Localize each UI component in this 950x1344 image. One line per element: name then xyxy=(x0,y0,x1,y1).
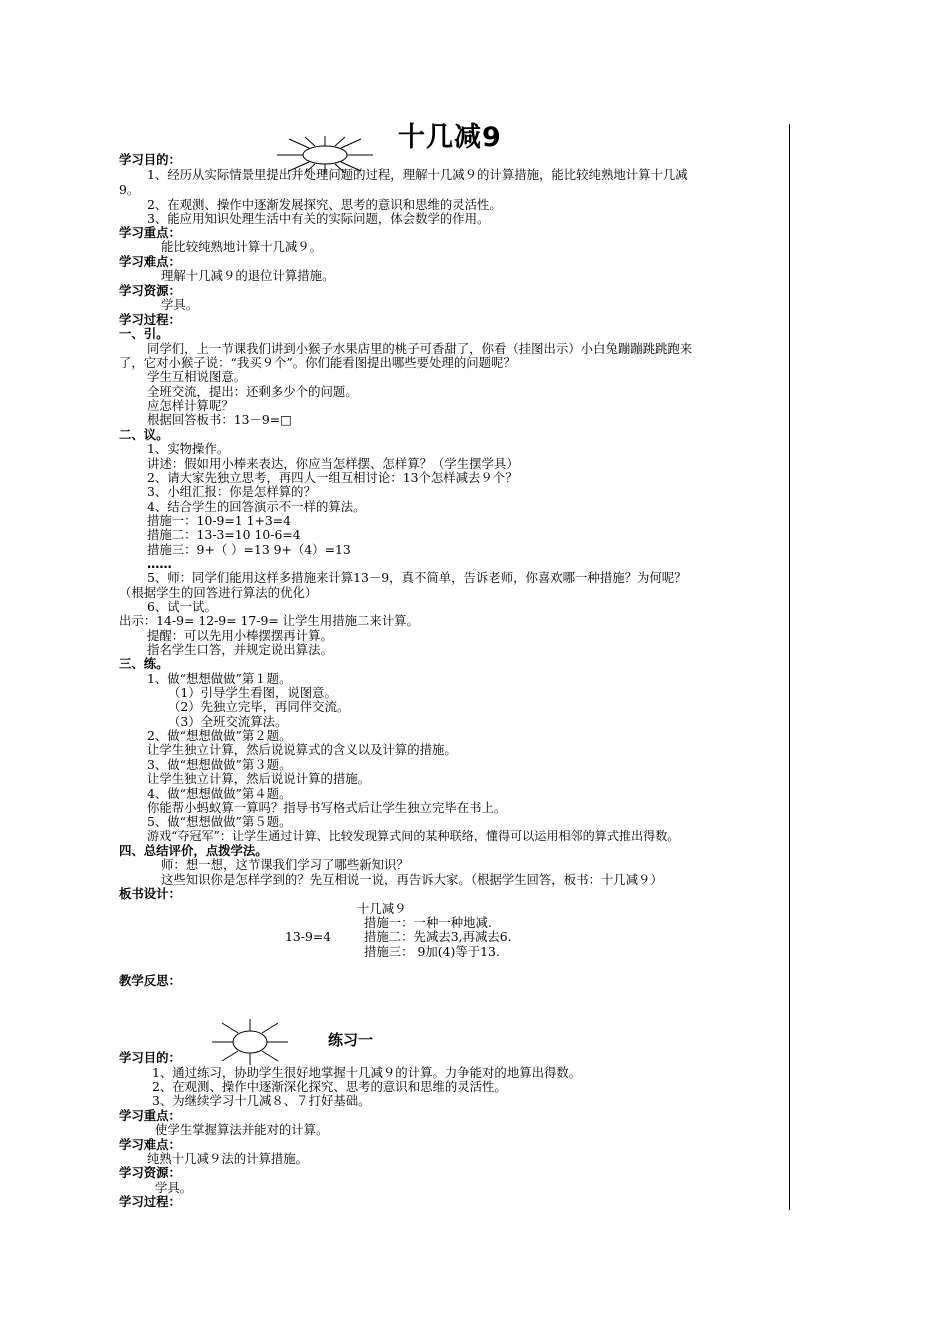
paragraph: 1、做“想想做做”第１题。 xyxy=(147,671,292,686)
goal-item: 9。 xyxy=(119,182,140,197)
method-line: 措施三：9+（ ）=13 9+（4）=13 xyxy=(147,542,351,557)
sun-icon xyxy=(210,1017,290,1067)
board-heading: 板书设计： xyxy=(119,886,181,901)
difficulty-heading: 学习难点： xyxy=(119,254,181,269)
paragraph: 师：想一想，这节课我们学习了哪些新知识？ xyxy=(161,857,409,872)
reflection-heading: 教学反思： xyxy=(119,973,181,988)
section-heading: 四、总结评价，点拨学法。 xyxy=(119,843,268,858)
paragraph: 讲述：假如用小棒来表达，你应当怎样摆、怎样算？（学生摆学具） xyxy=(147,456,519,471)
paragraph: 2、请大家先独立思考，再四人一组互相讨论：13个怎样减去９个？ xyxy=(147,470,518,485)
paragraph: 4、做“想想做做”第４题。 xyxy=(147,786,292,801)
paragraph: （2）先独立完毕，再同伴交流。 xyxy=(168,699,350,714)
paragraph: 5、做“想想做做”第５题。 xyxy=(147,814,292,829)
paragraph: 1、实物操作。 xyxy=(147,441,230,456)
goal-heading: 学习目的： xyxy=(119,1050,181,1065)
section-heading: 二、议。 xyxy=(119,427,169,442)
paragraph: 2、做“想想做做”第２题。 xyxy=(147,728,292,743)
paragraph: 应怎样计算呢？ xyxy=(147,398,234,413)
right-margin-line xyxy=(789,124,790,1210)
board-method: 措施二：先减去3,再减去6. xyxy=(364,929,512,944)
resource-heading: 学习资源： xyxy=(119,1165,181,1180)
goal-item: 1、经历从实际情景里提出并处理问题的过程，理解十几减９的计算措施，能比较纯熟地计算十几减 xyxy=(147,167,688,182)
section-heading: 三、练。 xyxy=(119,656,169,671)
paragraph: 全班交流，提出：还剩多少个的问题。 xyxy=(147,384,358,399)
paragraph: 出示：14-9= 12-9= 17-9= 让学生用措施二来计算。 xyxy=(119,613,419,628)
section-heading: 一、引。 xyxy=(119,326,169,341)
resource-heading: 学习资源： xyxy=(119,283,181,298)
key-text: 能比较纯熟地计算十几减９。 xyxy=(161,239,323,254)
process-heading: 学习过程： xyxy=(119,312,181,327)
paragraph: （1）引导学生看图，说图意。 xyxy=(168,685,337,700)
paragraph: 让学生独立计算，然后说说算式的含义以及计算的措施。 xyxy=(147,742,457,757)
paragraph: 这些知识你是怎样学到的？先互相说一说，再告诉大家。（根据学生回答，板书：十几减９） xyxy=(161,872,663,887)
board-method: 措施三： 9加(4)等于13. xyxy=(364,944,500,959)
paragraph: 同学们，上一节课我们讲到小猴子水果店里的桃子可香甜了，你看（挂图出示）小白兔蹦蹦跳跳跑来 xyxy=(147,341,693,356)
paragraph: （3）全班交流算法。 xyxy=(168,714,288,729)
paragraph: 了，它对小猴子说：“我买９个”。你们能看图提出哪些要处理的问题呢？ xyxy=(119,355,516,370)
paragraph: 3、做“想想做做”第３题。 xyxy=(147,757,292,772)
key-heading: 学习重点： xyxy=(119,1108,181,1123)
key-heading: 学习重点： xyxy=(119,225,181,240)
difficulty-heading: 学习难点： xyxy=(119,1137,181,1152)
paragraph: 提醒：可以先用小棒摆摆再计算。 xyxy=(147,628,333,643)
goal-item: 2、在观测、操作中逐渐发展探究、思考的意识和思维的灵活性。 xyxy=(147,197,502,212)
board-title: 十几减９ xyxy=(357,901,407,916)
method-line: 措施二：13-3=10 10-6=4 xyxy=(147,527,301,542)
paragraph: 游戏“夺冠军”：让学生通过计算、比较发现算式间的某种联络，懂得可以运用相邻的算式推出得数。 xyxy=(147,829,680,843)
goal-item: 3、能应用知识处理生活中有关的实际问题，体会数学的作用。 xyxy=(147,211,490,226)
paragraph: 4、结合学生的回答演示不一样的算法。 xyxy=(147,499,366,514)
paragraph: 6、试一试。 xyxy=(147,599,217,614)
resource-text: 学具。 xyxy=(161,297,199,312)
goal-item: 2、在观测、操作中逐渐深化探究、思考的意识和思维的灵活性。 xyxy=(152,1079,507,1094)
difficulty-text: 理解十几减９的退位计算措施。 xyxy=(161,268,335,283)
paragraph: 指名学生口答，并规定说出算法。 xyxy=(147,642,333,657)
section-title: 练习一 xyxy=(328,1031,374,1049)
goal-item: 1、通过练习，协助学生很好地掌握十几减９的计算。力争能对的地算出得数。 xyxy=(152,1065,582,1080)
paragraph: 让学生独立计算，然后说说计算的措施。 xyxy=(147,771,371,786)
key-text: 使学生掌握算法并能对的计算。 xyxy=(155,1122,329,1137)
page-title: 十几减9 xyxy=(398,122,502,153)
method-line: 措施一：10-9=1 1+3=4 xyxy=(147,513,292,528)
difficulty-text: 纯熟十几减９法的计算措施。 xyxy=(147,1151,309,1166)
board-equation: 13-9=4 xyxy=(285,929,332,944)
paragraph: 根据回答板书：13－9=□ xyxy=(147,412,292,427)
paragraph: 学生互相说图意。 xyxy=(147,369,247,384)
process-heading: 学习过程： xyxy=(119,1194,181,1209)
board-method: 措施一：一种一种地减. xyxy=(364,915,492,930)
goal-item: 3、为继续学习十几减８、７打好基础。 xyxy=(152,1093,371,1108)
goal-heading: 学习目的： xyxy=(119,152,181,167)
resource-text: 学具。 xyxy=(155,1180,193,1195)
ellipsis: …… xyxy=(147,556,172,571)
paragraph: 5、师：同学们能用这样多措施来计算13－9，真不简单，告诉老师，你喜欢哪一种措施？为何呢？ xyxy=(147,570,687,585)
paragraph: 3、小组汇报：你是怎样算的？ xyxy=(147,484,316,499)
paragraph: 你能帮小蚂蚁算一算吗？指导书写格式后让学生独立完毕在书上。 xyxy=(147,800,507,815)
paragraph: （根据学生的回答进行算法的优化） xyxy=(119,585,318,600)
